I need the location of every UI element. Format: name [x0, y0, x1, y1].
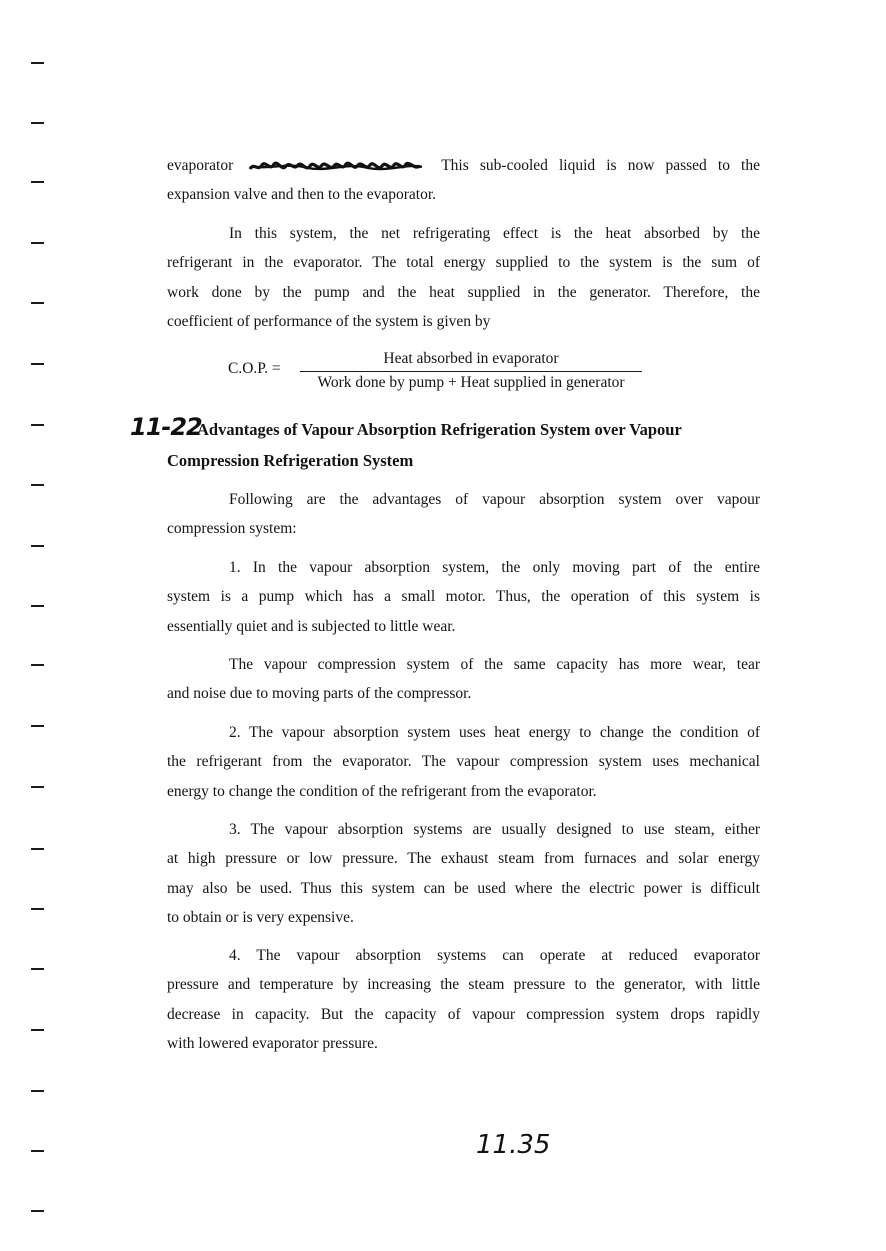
margin-tick	[31, 605, 44, 607]
paragraph-line: expansion valve and then to the evaporator.	[167, 186, 437, 204]
margin-tick	[31, 122, 44, 124]
margin-tick	[31, 848, 44, 850]
paragraph-line: to obtain or is very expensive.	[167, 909, 354, 927]
margin-tick	[31, 968, 44, 970]
formula-numerator: Heat absorbed in evaporator	[383, 350, 559, 367]
margin-tick	[31, 1090, 44, 1092]
margin-tick	[31, 545, 44, 547]
paragraph-line: with lowered evaporator pressure.	[167, 1035, 378, 1053]
margin-tick	[31, 363, 44, 365]
paragraph-line: may also be used. Thus this system can be used where the electric power is difficult	[167, 879, 760, 897]
margin-tick	[31, 1150, 44, 1152]
paragraph-line: system is a pump which has a small motor. Thus, the operation of this system is	[167, 588, 760, 606]
paragraph-text: evaporator	[167, 157, 234, 174]
paragraph-line: compression system:	[167, 520, 297, 538]
paragraph-advantage-3	[167, 815, 760, 933]
margin-tick	[31, 242, 44, 244]
margin-tick	[31, 1210, 44, 1212]
scribble-strikeout	[248, 158, 424, 174]
margin-tick	[31, 664, 44, 666]
page-number: 11.35	[476, 1130, 551, 1160]
paragraph-net-effect	[167, 219, 760, 337]
paragraph-line: and noise due to moving parts of the compressor.	[167, 685, 472, 703]
heading-line: Advantages of Vapour Absorption Refrigeration System over Vapour	[197, 420, 682, 439]
paragraph-line: pressure and temperature by increasing the steam pressure to the generator, with little	[167, 976, 760, 994]
paragraph-text: This sub-cooled liquid is now passed to the	[441, 157, 760, 174]
paragraph-line: 4. The vapour absorption systems can operate at reduced evaporator	[229, 947, 760, 964]
margin-tick	[31, 181, 44, 183]
formula-lhs: C.O.P. =	[228, 360, 281, 377]
margin-tick	[31, 908, 44, 910]
paragraph-compression-wear	[167, 650, 760, 709]
margin-tick	[31, 424, 44, 426]
paragraph-line: In this system, the net refrigerating effect is the heat absorbed by the	[229, 225, 760, 242]
paragraph-line: the refrigerant from the evaporator. The vapour compression system uses mechanical	[167, 753, 760, 771]
margin-tick	[31, 62, 44, 64]
margin-tick	[31, 1029, 44, 1031]
paragraph-line: 3. The vapour absorption systems are usually designed to use steam, either	[229, 821, 760, 838]
paragraph-line: refrigerant in the evaporator. The total energy supplied to the system is the sum of	[167, 254, 760, 272]
margin-tick	[31, 484, 44, 486]
paragraph-line: work done by the pump and the heat supplied in the generator. Therefore, the	[167, 283, 760, 301]
paragraph-line: at high pressure or low pressure. The exhaust steam from furnaces and solar energy	[167, 850, 760, 868]
paragraph-intro	[167, 485, 760, 544]
fraction-bar	[300, 371, 642, 372]
paragraph-line: energy to change the condition of the refrigerant from the evaporator.	[167, 782, 597, 800]
handwritten-section-number: 11-22	[130, 413, 202, 441]
paragraph-advantage-4	[167, 941, 760, 1059]
paragraph-line: 2. The vapour absorption system uses heat energy to change the condition of	[229, 724, 760, 741]
paragraph-line: decrease in capacity. But the capacity of vapour compression system drops rapidly	[167, 1005, 760, 1023]
heading-line: Compression Refrigeration System	[167, 451, 414, 470]
paragraph-line: coefficient of performance of the system is given by	[167, 313, 491, 331]
section-heading	[167, 414, 767, 476]
paragraph-advantage-1	[167, 553, 760, 641]
paragraph-line: essentially quiet and is subjected to little wear.	[167, 617, 456, 635]
paragraph-subcooled	[167, 151, 760, 210]
paragraph-line: Following are the advantages of vapour absorption system over vapour	[229, 491, 760, 508]
margin-tick	[31, 786, 44, 788]
paragraph-advantage-2	[167, 718, 760, 806]
cop-formula	[228, 346, 648, 398]
margin-tick	[31, 302, 44, 304]
paragraph-line: 1. In the vapour absorption system, the only moving part of the entire	[229, 559, 760, 576]
margin-tick	[31, 725, 44, 727]
formula-denominator: Work done by pump + Heat supplied in generator	[317, 374, 625, 391]
paragraph-line: The vapour compression system of the same capacity has more wear, tear	[229, 656, 760, 673]
